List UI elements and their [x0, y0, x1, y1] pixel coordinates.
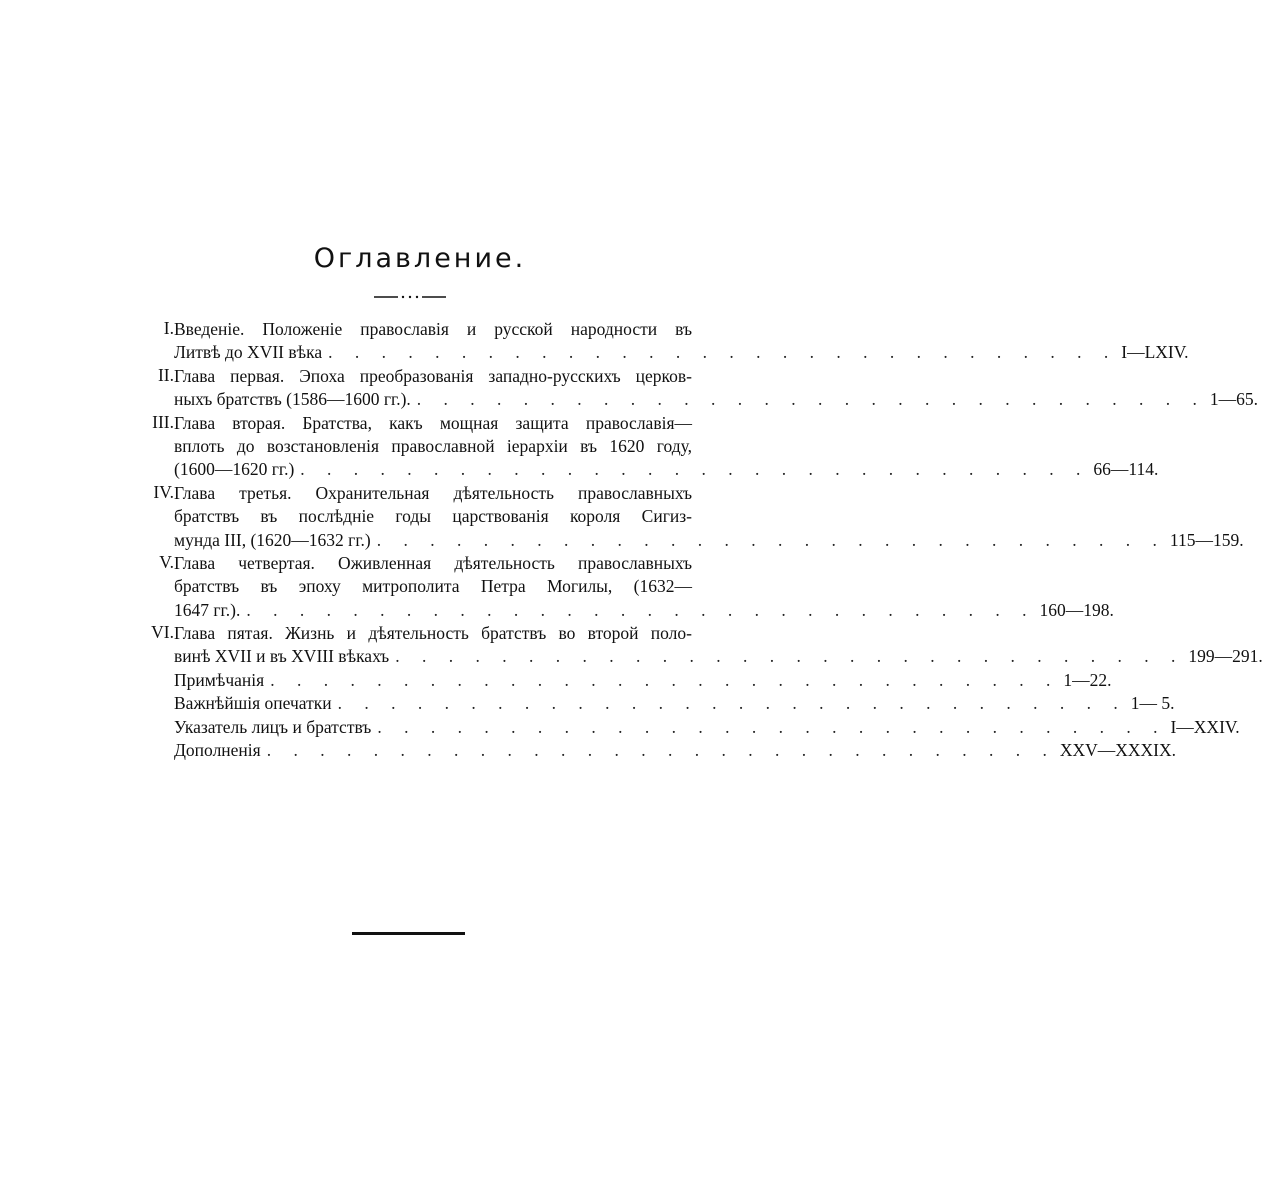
- toc-entry-lastline: [174, 458, 1159, 481]
- toc-entry-title: винѣ XVII и въ XVIII вѣкахъ: [174, 646, 390, 667]
- toc-entry-title: 1647 гг.).: [174, 599, 241, 620]
- leader-dots: . . . . . . . . . . . . . . . . . . . . . . . . . . . . . .: [337, 693, 1127, 714]
- toc-entry: [132, 716, 1240, 739]
- toc-entry: [132, 481, 1244, 552]
- toc-entry-line: Глава первая. Эпоха преобразованія западно-русскихъ церков-: [174, 365, 692, 386]
- toc-entry: [132, 622, 1263, 669]
- toc-entry-lastline: [174, 645, 1263, 668]
- toc-entry-pages: I—XXIV.: [1170, 716, 1240, 737]
- toc-entry-pages: 160—198.: [1039, 599, 1114, 620]
- toc-entry-line: Глава четвертая. Оживленная дѣятельность православныхъ: [174, 552, 692, 573]
- toc-entry-number: I.: [163, 318, 174, 338]
- toc-entry-title: мунда III, (1620—1632 гг.): [174, 529, 371, 550]
- toc-entry-title: Дополненія: [174, 740, 261, 761]
- toc-entry-title: Примѣчанія: [174, 669, 265, 690]
- page-title: Оглавление.: [313, 243, 527, 274]
- toc-entry-number: II.: [157, 364, 174, 385]
- table-of-contents: [132, 318, 1263, 762]
- toc-entry-lastline: [174, 599, 1114, 622]
- leader-dots: . . . . . . . . . . . . . . . . . . . . . . . . . . . . . .: [270, 669, 1060, 690]
- toc-entry-number: III.: [152, 411, 174, 432]
- toc-entry-pages: 1—65.: [1209, 389, 1259, 410]
- toc-entry-line: Введеніе. Положеніе православія и русской народности въ: [174, 319, 692, 339]
- toc-entry-line: Глава вторая. Братства, какъ мощная защита православія—: [174, 412, 692, 433]
- toc-entry: [132, 669, 1112, 692]
- toc-entry-line: братствъ въ послѣдніе годы царствованія короля Сигиз-: [174, 506, 692, 527]
- toc-entry-line: Глава пятая. Жизнь и дѣятельность братствъ во второй поло-: [174, 623, 692, 644]
- leader-dots: . . . . . . . . . . . . . . . . . . . . . . . . . . . . . .: [246, 599, 1036, 620]
- leader-dots: . . . . . . . . . . . . . . . . . . . . . . . . . . . . . .: [266, 740, 1056, 761]
- toc-entry: [132, 364, 1259, 412]
- toc-entry-lastline: [174, 669, 1112, 692]
- toc-entry-number: IV.: [153, 481, 174, 502]
- toc-entry-pages: I—LXIV.: [1121, 342, 1189, 363]
- leader-dots: . . . . . . . . . . . . . . . . . . . . . . . . . . . . . .: [395, 646, 1185, 667]
- toc-entry: [132, 551, 1114, 622]
- toc-entry: [132, 692, 1175, 715]
- toc-entry-pages: 1—22.: [1063, 669, 1112, 690]
- toc-entry-pages: 1— 5.: [1130, 693, 1175, 714]
- toc-entry-title: Литвѣ до XVII вѣка: [174, 342, 323, 363]
- toc-entry-line: вплоть до возстановленія православной іерархіи въ 1620 году,: [174, 435, 692, 456]
- toc-entry: [132, 411, 1159, 482]
- toc-entry-lastline: [174, 388, 1259, 411]
- toc-entry-title: (1600—1620 гг.): [174, 459, 295, 480]
- toc-entry-title: ныхъ братствъ (1586—1600 гг.).: [174, 389, 411, 410]
- ornament-divider: [374, 292, 446, 302]
- toc-entry: [132, 739, 1177, 762]
- toc-entry-lastline: [174, 341, 1189, 364]
- toc-entry-title: Указатель лицъ и братствъ: [174, 716, 372, 737]
- toc-entry-pages: 115—159.: [1169, 529, 1244, 550]
- toc-entry-title: Важнѣйшія опечатки: [174, 693, 332, 714]
- closing-rule: [352, 932, 465, 935]
- leader-dots: . . . . . . . . . . . . . . . . . . . . . . . . . . . . . .: [300, 459, 1090, 480]
- toc-entry-number: V.: [159, 551, 174, 572]
- toc-entry-lastline: [174, 692, 1175, 715]
- toc-entry-pages: XXV—XXXIX.: [1059, 740, 1177, 761]
- leader-dots: . . . . . . . . . . . . . . . . . . . . . . . . . . . . . .: [328, 342, 1118, 363]
- leader-dots: . . . . . . . . . . . . . . . . . . . . . . . . . . . . . .: [416, 389, 1206, 410]
- leader-dots: . . . . . . . . . . . . . . . . . . . . . . . . . . . . . .: [377, 716, 1167, 737]
- toc-entry-pages: 66—114.: [1093, 459, 1159, 480]
- toc-entry-line: Глава третья. Охранительная дѣятельность православныхъ: [174, 482, 692, 503]
- toc-entry-line: братствъ въ эпоху митрополита Петра Могилы, (1632—: [174, 576, 692, 597]
- toc-entry-lastline: [174, 716, 1240, 739]
- toc-entry-pages: 199—291.: [1188, 646, 1263, 667]
- toc-entry-lastline: [174, 529, 1244, 552]
- leader-dots: . . . . . . . . . . . . . . . . . . . . . . . . . . . . . .: [376, 529, 1166, 550]
- toc-entry: [132, 318, 1189, 365]
- toc-entry-number: VI.: [151, 622, 174, 643]
- toc-entry-lastline: [174, 739, 1177, 762]
